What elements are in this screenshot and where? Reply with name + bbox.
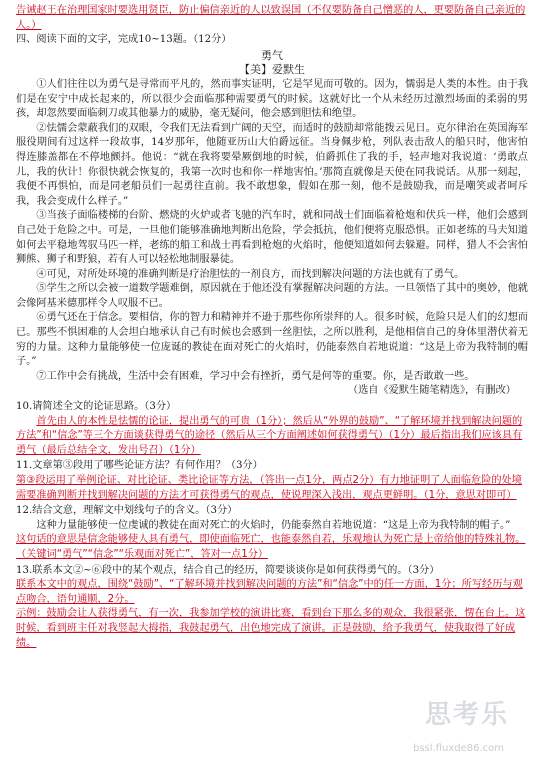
answer-11: 第③段运用了举例论证、对比论证、类比论证等方法，（答出一点1分，两点2分）有力地证明了人面临危险的处境需要准确判断并找到解决问题的方法才可获得勇气的观点，使说理深入浅出，观点更鲜明。（1分，意思对即可） [16, 475, 522, 501]
article-author: 【美】爱默生 [239, 63, 305, 77]
question-11: 11.文章第③段用了哪些论证方法？有何作用？（3分） [16, 460, 263, 472]
watermark-url: bssl.fluxde86.com [413, 743, 505, 754]
article-paragraph-2: ②怯懦会蒙蔽我们的双眼，令我们无法看到广阔的天空，而适时的鼓励却常能拨云见日。克尔律治在英国海军服役期间有过这样一段故事，14岁那年，他随亚历山大伯爵远征。当身佩步枪，列队表击敌人的船只时，他害怕得连膝盖都在不停地颤抖。他说：“就在我将要晕厥倒地的时候，伯爵抓住了我的手，轻声地对我说道：‘勇敢点儿，我的伙计！你很快就会恢复的，我第一次时也和你一样地害怕。’那简直就像是天使在同我说话。从那一刻起，我便不再惧怕，而是同老船员们一起勇往直前。我不敢想象，假如在那一刻，他不是鼓励我，而是嘲笑或者呵斥我，我会变成什么样子。” [16, 122, 528, 207]
watermark-logo-text: 思考乐 [425, 700, 510, 730]
site-watermark [407, 700, 539, 758]
article-paragraph-4: ④可见，对所处环境的准确判断是疗治胆怯的一剂良方，而找到解决问题的方法也就有了勇气。 [36, 268, 465, 280]
question-12-quote: 这种力量能够使一位虔诚的教徒在面对死亡的火焰时，仍能泰然自若地说道：“这是上帝为我特制的帽子。” [36, 519, 511, 531]
question-12: 12.结合文意，理解文中划线句子的含义。（3分） [16, 505, 238, 517]
answer-12: 这句话的意思是信念能够使人具有勇气，即使面临死亡，也能泰然自若，乐观地认为死亡是上帝给他的特殊礼物。（关键词“勇气”“信念”“乐观面对死亡”，答对一点1分） [16, 534, 526, 560]
article-source: （选自《爱默生随笔精选》，有删改） [347, 385, 516, 397]
article-paragraph-3: ③当孩子面临楼梯的台阶、燃烧的火炉或者飞驰的汽车时，就和同战士们面临着枪炮和伏兵一样，他们会感到自己处于危险之中。可是，一旦他们能够准确地判断出危险，学会抵抗，他们便将克服恐惧。正如老练的马夫知道如何去平稳地驾驭马匹一样，老练的船工和战士再看到枪炮的火焰时，他便知道如何去躲避。同样，猎人不会害怕狮熊、狮子和野狼，若有人可以轻松地制服暴徒。 [16, 210, 528, 266]
answer-13-criteria: 联系本文中的观点，围绕“鼓励”、“了解环境并找到解决问题的方法”和“信念”中的任一方面，1分；所写经历与观点吻合，语句通顺，2分。 [16, 579, 523, 605]
article-paragraph-1: ①人们往往以为勇气是寻常而平凡的，然而事实证明，它是罕见而可敬的。因为，懦弱是人类的本性。由于我们是在安宁中成长起来的，所以很少会面临那种需要勇气的时候。这就好比一个从未经历过激烈场面的柔弱的男孩，却忽然要面临刺刀或其他暴力的威胁，毫无疑问，他会感到胆怯和绝望。 [16, 78, 528, 120]
question-10: 10.请简述全文的论证思路。（3分） [16, 401, 177, 413]
article-paragraph-5: ⑤学生之所以会被一道数学题难倒，原因就在于他还没有掌握解决问题的方法。一旦领悟了其中的奥妙，他就会像阿基米德那样令人叹服不已。 [16, 283, 528, 309]
article-paragraph-6: ⑥勇气还在于信念。要相信，你的智力和精神并不逊于那些你所崇拜的人。很多时候，危险只是人们的幻想而已。那些不惧困难的人会坦白地承认自己有时候也会感到一丝胆怯，之所以胜利，是他相信自己的身体里潜伏着无穷的力量。这种力量能够使一位庞诞的教徒在面对死亡的火焰时，仍能泰然自若地说道：“这是上帝为我特制的帽子。” [16, 312, 528, 368]
question-13: 13.联系本文②~⑥段中的某个观点，结合自己的经历，简要谈谈你是如何获得勇气的。（3分） [16, 564, 440, 576]
article-title: 勇气 [261, 48, 283, 62]
section-heading: 四、阅读下面的文字，完成10~13题。（12分） [16, 34, 232, 46]
previous-answer: 告诫赵王在治理国家时要选用贤臣，防止偏信亲近的人以致误国（不仅要防备自己憎恶的人，更要防备自己亲近的人。） [16, 5, 526, 31]
answer-10: 首先由人的本性是怯懦的论证，提出勇气的可贵（1分）；然后从“外界的鼓励”、“了解环境并找到解决问题的方法”和“信念”等三个方面谈获得勇气的途径（然后从三个方面阐述如何获得勇气）（1分）最后指出我们应该具有勇气（最后总结全文，发出号召）（1分） [16, 415, 523, 456]
document-page [16, 4, 528, 651]
answer-13-example: 示例：鼓励会让人获得勇气，有一次，我参加学校的演讲比赛，看到台下那么多的观众，我很紧张，愣在台上。这时候，看到班主任对我竖起大拇指，我鼓起勇气，出色地完成了演讲。正是鼓励，给予我勇气，使我取得了好成绩。 [16, 608, 526, 649]
article-paragraph-7: ⑦工作中会有挑战，生活中会有困难，学习中会有挫折，勇气是何等的重要。你，是否敢敢一些。 [36, 370, 475, 382]
